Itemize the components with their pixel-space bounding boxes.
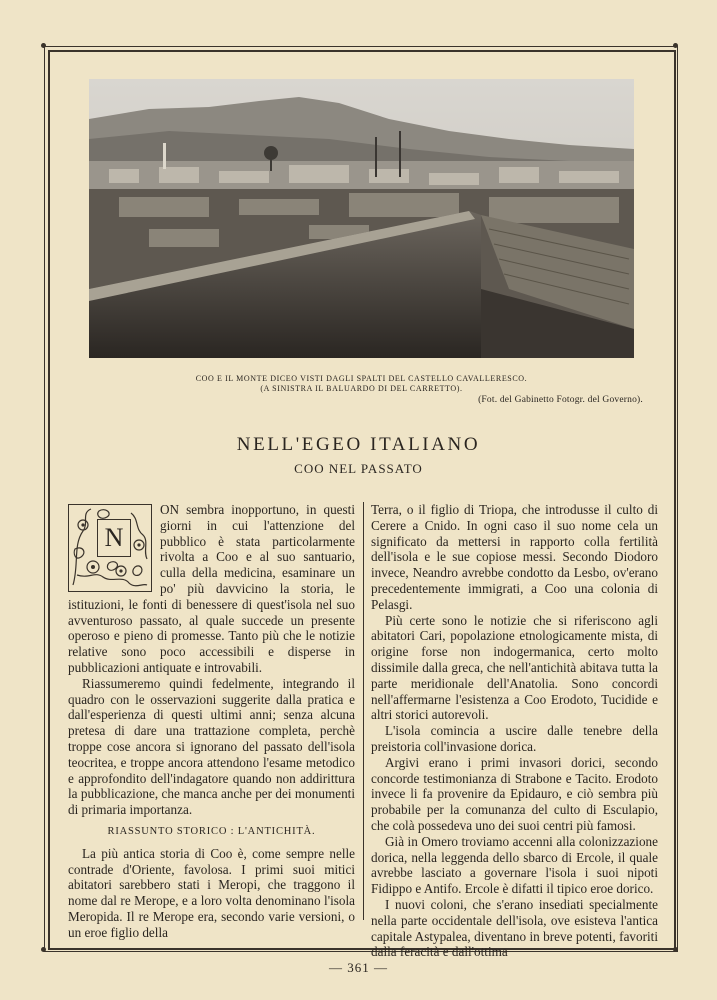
caption-line-1: COO E IL MONTE DICEO VISTI DAGLI SPALTI DEL CASTELLO CAVALLERESCO. xyxy=(195,374,528,383)
photo-credit: (Fot. del Gabinetto Fotogr. del Governo). xyxy=(478,395,643,405)
paragraph: Già in Omero troviamo accenni alla colonizzazione dorica, nella leggenda dello sbarco di Ercole, il quale avrebbe lasciato a governare l'isola i suoi nipoti Fidippo e Antifo. Ercole è difatti il tipico eroe dorico. xyxy=(371,833,658,897)
landscape-photo xyxy=(89,79,634,358)
paragraph: Riassumeremo quindi fedelmente, integrando il quadro con le osservazioni suggerite dalla pratica e dall'esperienza di questi ultimi anni; senza alcuna pretesa di dare una trattazione completa, perchè troppe cose ancora si ignorano del passato dell'isola teocritea, e troppe ancora attendono l'esame metodico e approfondito dell'indagatore quando non addirittura la pubblicazione, che manca anche per dei monumenti di primaria importanza. xyxy=(68,675,355,818)
dropcap xyxy=(68,504,152,592)
paragraph: Terra, o il figlio di Triopa, che introdusse il culto di Cerere a Cnido. In ogni caso il suo nome cela un significato da mettersi in rapporto colla fertilità dell'isola e le sue copiose messi. Secondo Diodoro invece, Neandro avrebbe condotto da Lesbo, ov'erano precedentemente immigrati, a Coo una colonia di Pelasgi. xyxy=(371,502,658,612)
frame-corner xyxy=(41,947,46,952)
paragraph: Più certe sono le notizie che si riferiscono agli abitatori Cari, popolazione etnologicamente mista, di origine forse non indogermanica, certo molto dissimile dalla greca, che nell'antichità abitava tutta la parte meridionale dell'Anatolia. Sono concordi nell'affermarne l'esistenza a Coo Erodoto, Tucidide e altri storici autorevoli. xyxy=(371,612,658,723)
article-subtitle: COO NEL PASSATO xyxy=(294,461,423,476)
column-left xyxy=(68,502,355,941)
article-title: NELL'EGEO ITALIANO xyxy=(236,434,481,455)
dropcap-letter: N xyxy=(97,519,131,557)
paragraph: L'isola comincia a uscire dalle tenebre della preistoria coll'invasione dorica. xyxy=(371,723,658,754)
caption-line-2: (A SINISTRA IL BALUARDO DI DEL CARRETTO). xyxy=(260,384,463,393)
paragraph: Argivi erano i primi invasori dorici, secondo concorde testimonianza di Strabone e Tacito. Erodoto invece li fa provenire da Epidauro, e ciò sembra più probabile per la comunanza del culto di Esculapio, che colà possedeva uno dei suoi centri più famosi. xyxy=(371,754,658,833)
paragraph: La più antica storia di Coo è, come sempre nelle contrade d'Oriente, favolosa. I primi suoi mitici abitatori sarebbero stati i Meropi, che traggono il nome dal re Merope, e a loro volta denominano l'isola Meropida. Il re Merope era, secondo varie versioni, o un eroe figlio della xyxy=(68,845,355,940)
photo-caption xyxy=(89,374,634,394)
frame-corner xyxy=(41,43,46,48)
frame-corner xyxy=(673,43,678,48)
paragraph: I nuovi coloni, che s'erano insediati specialmente nella parte occidentale dell'isola, ove esisteva l'antica capitale Astypalea, diventano in breve potenti, favoriti dalla feracità e dall'ottima xyxy=(371,896,658,960)
column-right xyxy=(371,502,658,960)
photo-landscape-icon xyxy=(89,79,634,358)
page-number: — 361 — xyxy=(329,960,388,975)
frame-corner xyxy=(673,947,678,952)
column-divider xyxy=(363,502,364,920)
section-heading: RIASSUNTO STORICO : L'ANTICHITÀ. xyxy=(107,825,316,837)
paragraph: ON sembra inopportuno, in questi giorni in cui l'attenzione del pubblico è stata particolarmente rivolta a Coo e al suo santuario, culla della medicina, esaminare un po' più davvicino la storia, le istituzioni, le fonti di benessere di quest'isola nel suo avventuroso passato, al quale succede un presente operoso e pieno di promesse. Tanto più che le notizie relative sono poco accessibili e disperse in pubblicazioni antiquate e introvabili. xyxy=(68,502,355,675)
